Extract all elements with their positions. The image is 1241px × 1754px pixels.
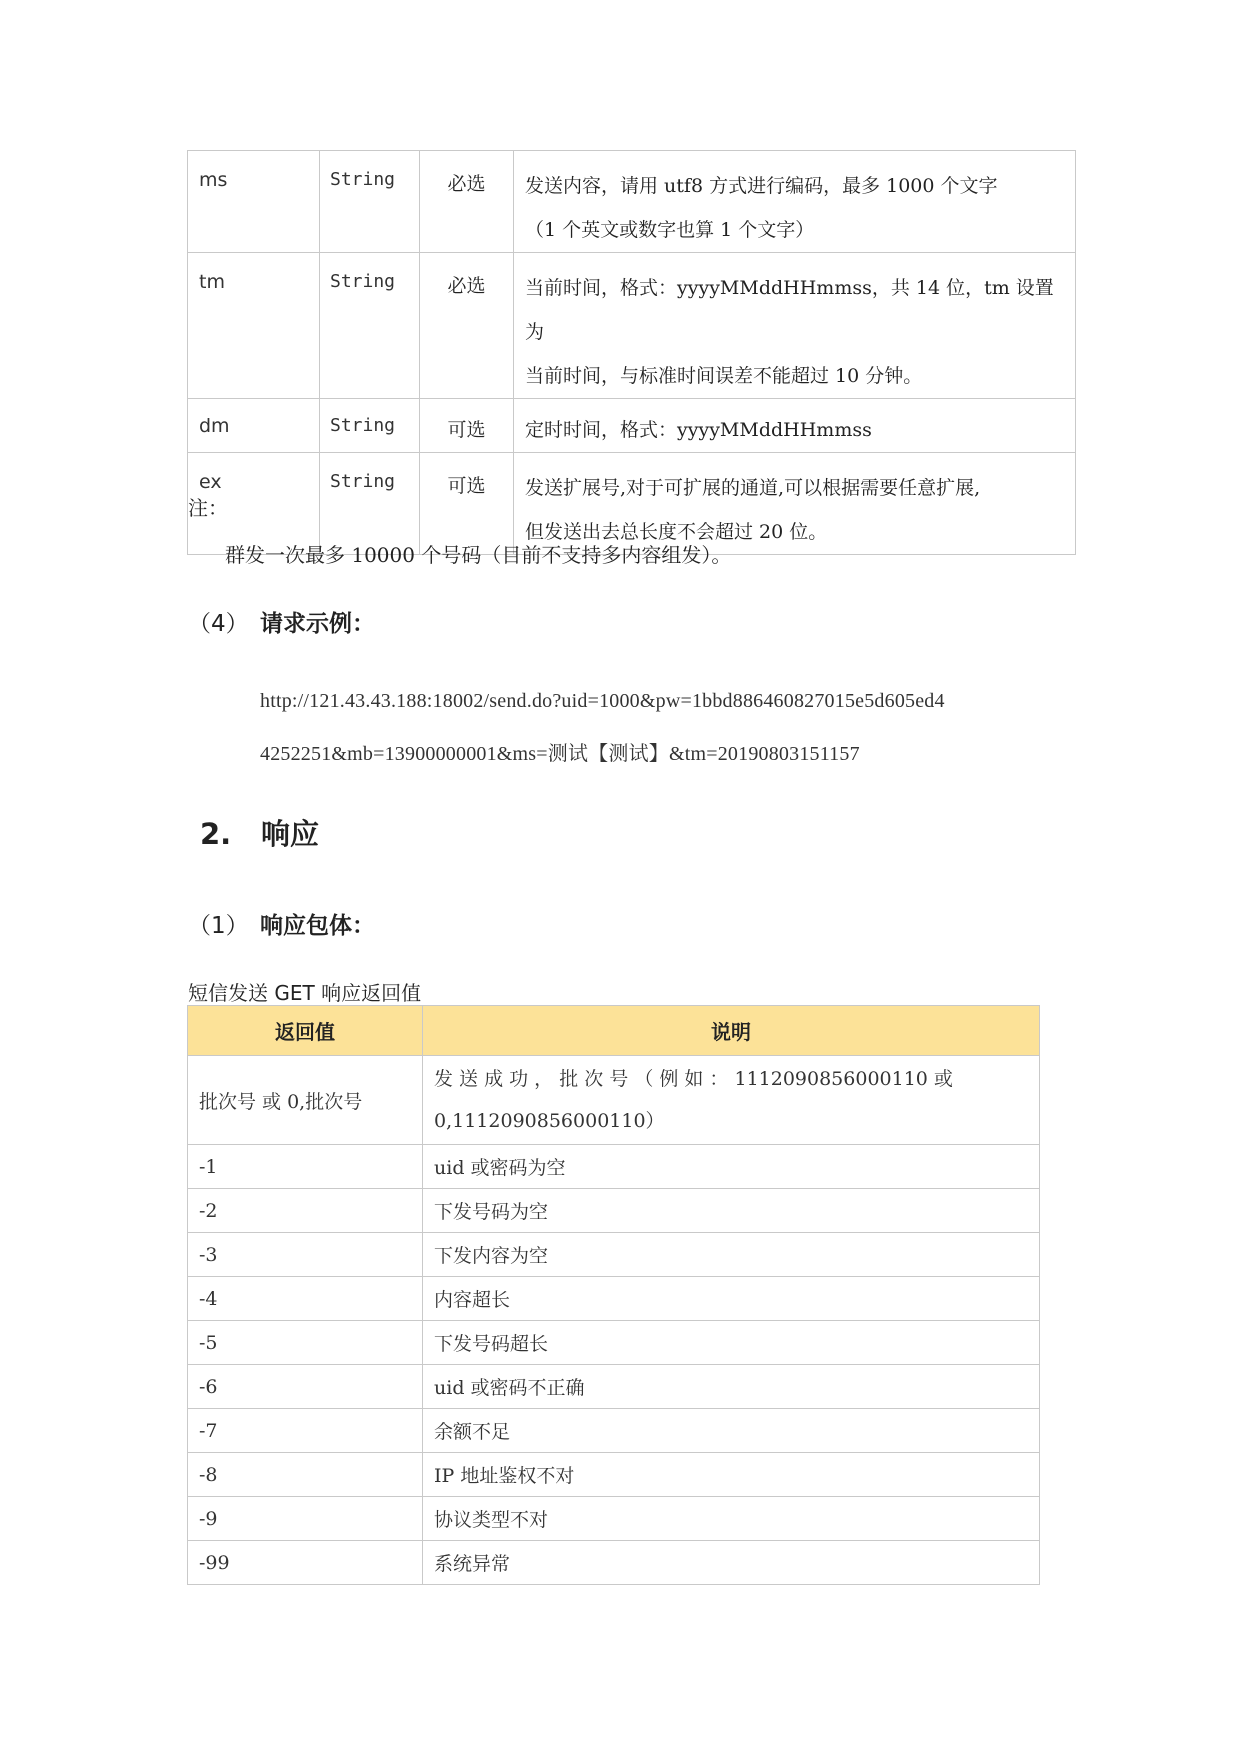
param-desc: 发送扩展号,对于可扩展的通道,可以根据需要任意扩展, 但发送出去总长度不会超过 20 位。 (514, 453, 1076, 555)
table-row (188, 1145, 1040, 1189)
return-desc: 协议类型不对 (423, 1497, 1040, 1541)
return-value: -5 (188, 1321, 423, 1365)
return-value: 批次号 或 0,批次号 (188, 1056, 423, 1145)
return-value: -8 (188, 1453, 423, 1497)
return-value: -3 (188, 1233, 423, 1277)
param-type: String (320, 399, 420, 453)
param-name: dm (188, 399, 320, 453)
heading-number: 2. (200, 817, 232, 851)
return-desc: 下发号码为空 (423, 1189, 1040, 1233)
table-row (188, 1056, 1040, 1145)
return-desc: uid 或密码不正确 (423, 1365, 1040, 1409)
column-header: 返回值 (188, 1006, 423, 1056)
return-value: -2 (188, 1189, 423, 1233)
note-text: 群发一次最多 10000 个号码（目前不支持多内容组发）。 (225, 543, 732, 567)
param-desc: 发送内容，请用 utf8 方式进行编码，最多 1000 个文字 （1 个英文或数字也算 1 个文字） (514, 151, 1076, 253)
column-header: 说明 (423, 1006, 1040, 1056)
param-type: String (320, 151, 420, 253)
table-row (188, 1365, 1040, 1409)
response-table (187, 1005, 1040, 1585)
param-type: String (320, 253, 420, 399)
table-row (188, 151, 1076, 253)
table-row (188, 1497, 1040, 1541)
note-label: 注： (188, 496, 228, 520)
heading-title: 响应包体： (260, 913, 375, 939)
example-url-line-1: http://121.43.43.188:18002/send.do?uid=1000&pw=1bbd886460827015e5d605ed4 (260, 690, 945, 712)
table-row (188, 1189, 1040, 1233)
return-desc: 余额不足 (423, 1409, 1040, 1453)
return-desc: uid 或密码为空 (423, 1145, 1040, 1189)
section-heading-response (200, 812, 319, 853)
table-row (188, 1541, 1040, 1585)
return-desc: 下发内容为空 (423, 1233, 1040, 1277)
return-desc: 内容超长 (423, 1277, 1040, 1321)
param-required: 必选 (420, 151, 514, 253)
heading-number: （4） (188, 611, 249, 637)
param-name: tm (188, 253, 320, 399)
param-desc: 当前时间，格式：yyyyMMddHHmmss，共 14 位，tm 设置为 当前时间，与标准时间误差不能超过 10 分钟。 (514, 253, 1076, 399)
return-desc: 发 送 成 功 ， 批 次 号 （ 例 如 ： 1112090856000110 或 0,1112090856000110） (423, 1056, 1040, 1145)
table-row (188, 399, 1076, 453)
return-desc: IP 地址鉴权不对 (423, 1453, 1040, 1497)
return-value: -6 (188, 1365, 423, 1409)
param-required: 可选 (420, 453, 514, 555)
param-name: ms (188, 151, 320, 253)
param-required: 必选 (420, 253, 514, 399)
table-row (188, 1453, 1040, 1497)
return-value: -4 (188, 1277, 423, 1321)
return-value: -1 (188, 1145, 423, 1189)
table-caption: 短信发送 GET 响应返回值 (188, 981, 422, 1005)
heading-title: 响应 (261, 817, 320, 851)
parameter-table (187, 150, 1076, 555)
return-desc: 下发号码超长 (423, 1321, 1040, 1365)
table-row (188, 253, 1076, 399)
return-value: -99 (188, 1541, 423, 1585)
heading-title: 请求示例： (260, 611, 375, 637)
table-row (188, 1409, 1040, 1453)
table-row (188, 1321, 1040, 1365)
return-value: -9 (188, 1497, 423, 1541)
param-desc: 定时时间，格式：yyyyMMddHHmmss (514, 399, 1076, 453)
heading-number: （1） (188, 913, 249, 939)
return-desc: 系统异常 (423, 1541, 1040, 1585)
example-url-line-2: 4252251&mb=13900000001&ms=测试【测试】&tm=20190803151157 (260, 743, 860, 765)
param-name: ex (188, 453, 320, 555)
return-value: -7 (188, 1409, 423, 1453)
param-required: 可选 (420, 399, 514, 453)
param-type: String (320, 453, 420, 555)
table-row (188, 1277, 1040, 1321)
heading-response-body (188, 907, 375, 940)
table-row (188, 1233, 1040, 1277)
table-header-row (188, 1006, 1040, 1056)
heading-request-example (188, 605, 375, 638)
